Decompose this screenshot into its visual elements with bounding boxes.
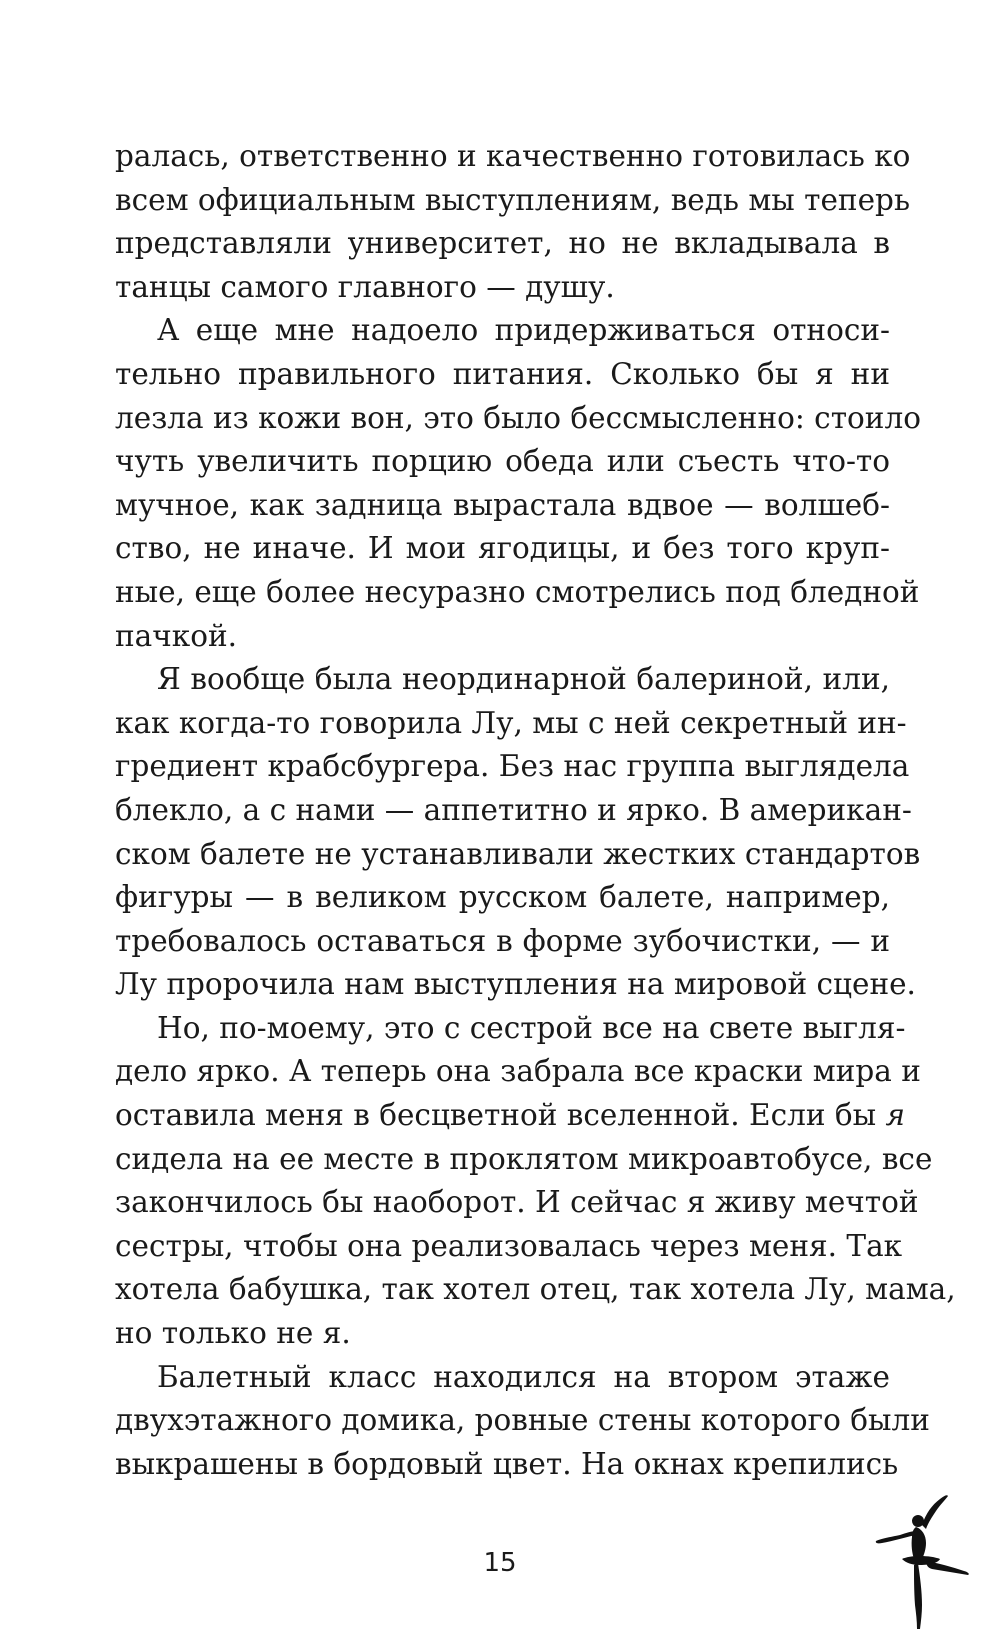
text-line: представляли университет, но не вкладывала в xyxy=(115,226,890,261)
text-line: ском балете не устанавливали жестких стандартов xyxy=(115,836,921,871)
text-line: мучное, как задница вырастала вдвое — волшеб- xyxy=(115,487,890,522)
body-text xyxy=(115,135,956,1486)
text-line: дело ярко. А теперь она забрала все краски мира и xyxy=(115,1054,921,1089)
text-line: Лу пророчила нам выступления на мировой сцене. xyxy=(115,967,916,1002)
text-fragment: оставила меня в бесцветной вселенной. Если бы xyxy=(115,1098,877,1133)
text-line: лезла из кожи вон, это было бессмысленно: стоило xyxy=(115,400,921,435)
text-line: но только не я. xyxy=(115,1316,351,1351)
text-line: Балетный класс находился на втором этаже xyxy=(157,1359,890,1394)
text-line: сидела на ее месте в проклятом микроавтобусе, все xyxy=(115,1141,933,1176)
text-line: как когда-то говорила Лу, мы с ней секретный ин- xyxy=(115,705,907,740)
text-line: хотела бабушка, так хотел отец, так хотела Лу, мама, xyxy=(115,1272,956,1307)
text-line: танцы самого главного — душу. xyxy=(115,269,615,304)
text-line: А еще мне надоело придерживаться относи- xyxy=(157,313,890,348)
text-line: Но, по-моему, это с сестрой все на свете выгля- xyxy=(157,1010,906,1045)
text-line: требовалось оставаться в форме зубочистки, — и xyxy=(115,923,890,958)
text-line: сестры, чтобы она реализовалась через меня. Так xyxy=(115,1228,903,1263)
text-line: пачкой. xyxy=(115,618,237,653)
text-line: ралась, ответственно и качественно готовилась ко xyxy=(115,139,911,173)
italic-word: я xyxy=(885,1098,906,1133)
text-line: тельно правильного питания. Сколько бы я ни xyxy=(115,356,890,391)
text-line: Я вообще была неординарной балериной, или, xyxy=(157,662,890,697)
text-line: ные, еще более несуразно смотрелись под бледной xyxy=(115,574,920,609)
text-line: гредиент крабсбургера. Без нас группа выглядела xyxy=(115,749,910,784)
text-line xyxy=(115,1094,906,1138)
text-line: чуть увеличить порцию обеда или съесть что-то xyxy=(115,444,890,479)
page-number: 15 xyxy=(483,1548,517,1578)
text-line: ство, не иначе. И мои ягодицы, и без того круп- xyxy=(115,531,890,566)
text-line: двухэтажного домика, ровные стены которого были xyxy=(115,1403,930,1438)
text-line: всем официальным выступлениям, ведь мы теперь xyxy=(115,182,911,217)
text-line: блекло, а с нами — аппетитно и ярко. В американ- xyxy=(115,792,912,827)
text-line: фигуры — в великом русском балете, например, xyxy=(115,880,890,915)
text-line: закончилось бы наоборот. И сейчас я живу мечтой xyxy=(115,1185,919,1220)
text-line: выкрашены в бордовый цвет. На окнах крепились xyxy=(115,1446,899,1481)
ballerina-silhouette-icon xyxy=(860,1485,980,1635)
